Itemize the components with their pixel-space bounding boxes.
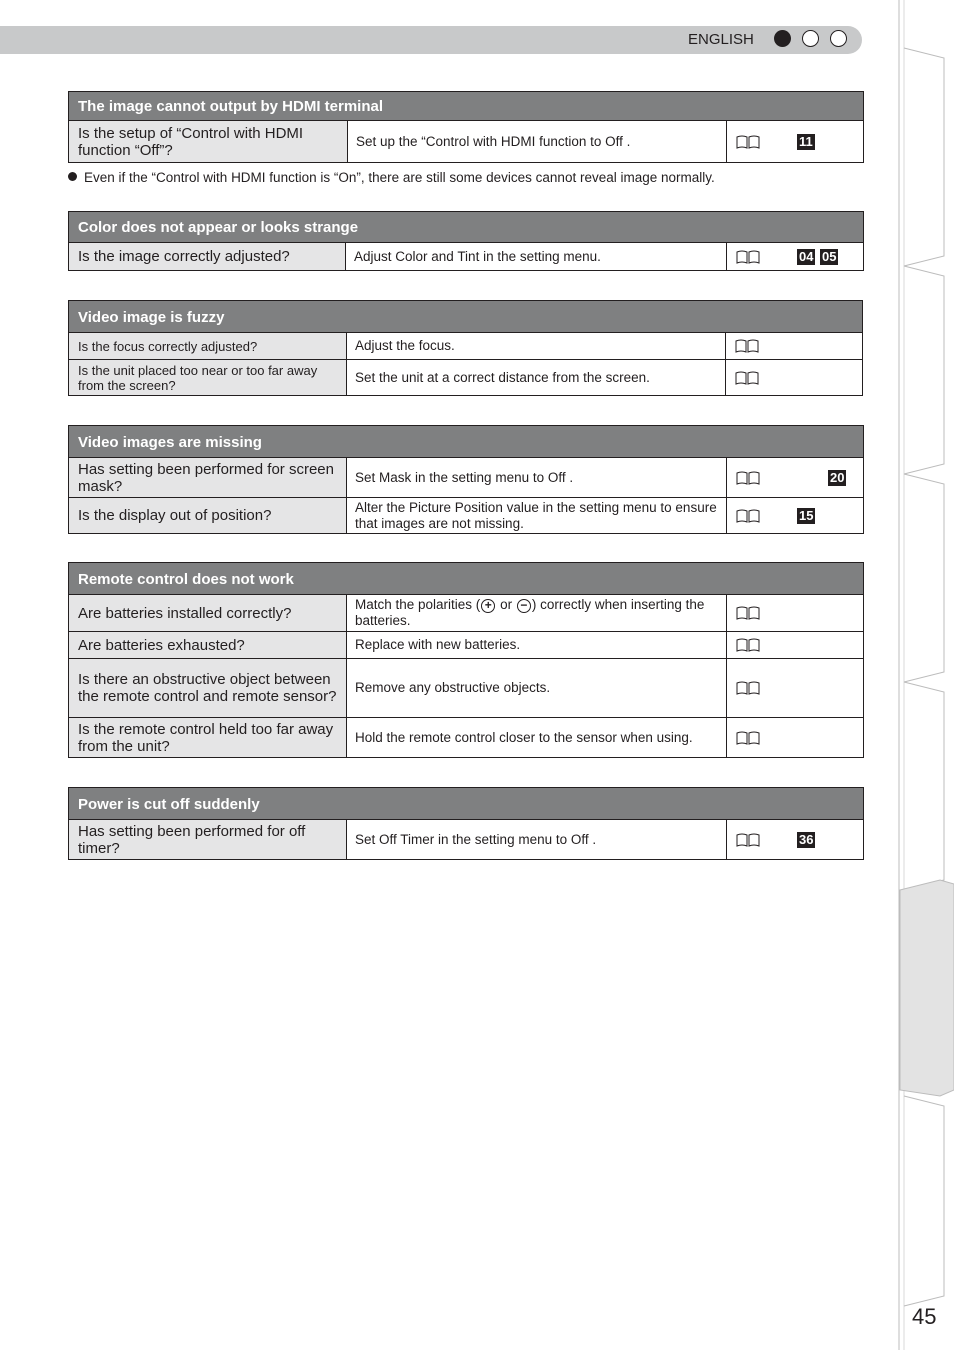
table-row xyxy=(68,498,864,534)
symptom-cell: Are batteries installed correctly? xyxy=(69,595,347,631)
remedy-cell: Set Off Timer in the setting menu to Off . xyxy=(347,820,727,859)
book-icon xyxy=(735,508,761,524)
page-ref-badge: 36 xyxy=(799,831,814,847)
reference-cell xyxy=(727,458,863,497)
symptom-cell: Is the focus correctly adjusted? xyxy=(69,333,347,359)
note-text: Even if the “Control with HDMI function is “On”, there are still some devices cannot reveal image normally. xyxy=(68,170,715,185)
book-icon xyxy=(735,249,761,265)
troubleshoot-section-remote xyxy=(68,562,864,758)
troubleshoot-section-missing xyxy=(68,425,864,534)
symptom-cell: Is the remote control held too far away from the unit? xyxy=(69,718,347,757)
section-title: Power is cut off suddenly xyxy=(68,787,864,820)
section-title: Color does not appear or looks strange xyxy=(68,211,864,243)
page-ref-badge: 04 xyxy=(799,248,814,264)
symptom-cell: Is the image correctly adjusted? xyxy=(69,243,346,270)
troubleshoot-section-power xyxy=(68,787,864,860)
table-row xyxy=(68,718,864,758)
troubleshoot-section-fuzzy xyxy=(68,300,863,396)
reference-cell xyxy=(727,243,863,270)
remedy-cell: Set Mask in the setting menu to Off . xyxy=(347,458,727,497)
remedy-cell: Replace with new batteries. xyxy=(347,632,727,658)
table-row xyxy=(68,243,864,271)
reference-cell xyxy=(727,498,863,533)
reference-cell xyxy=(727,718,863,757)
troubleshoot-section-color xyxy=(68,211,864,271)
plus-icon: + xyxy=(481,599,495,613)
remedy-cell: Adjust the focus. xyxy=(347,333,726,359)
book-icon xyxy=(734,338,760,354)
page-ref-badge: 11 xyxy=(799,133,813,149)
page-ref-badge: 05 xyxy=(822,248,837,264)
symptom-cell: Is the setup of “Control with HDMI function “Off”? xyxy=(69,121,348,162)
symptom-cell: Is the display out of position? xyxy=(69,498,347,533)
section-title: Remote control does not work xyxy=(68,562,864,595)
book-icon xyxy=(735,832,761,848)
remedy-cell: Alter the Picture Position value in the setting menu to ensure that images are not missing. xyxy=(347,498,727,533)
table-row xyxy=(68,632,864,659)
table-row xyxy=(68,595,864,632)
section-indicator-dot xyxy=(774,30,791,47)
symptom-cell: Are batteries exhausted? xyxy=(69,632,347,658)
book-icon xyxy=(735,470,761,486)
troubleshoot-section-hdmi xyxy=(68,91,864,163)
reference-cell xyxy=(727,121,863,162)
reference-cell xyxy=(727,659,863,717)
bullet-icon xyxy=(68,172,77,181)
reference-cell xyxy=(727,632,863,658)
reference-cell xyxy=(727,820,863,859)
book-icon xyxy=(735,637,761,653)
book-icon xyxy=(735,680,761,696)
language-label: ENGLISH xyxy=(688,31,754,48)
symptom-cell: Is there an obstructive object between the remote control and remote sensor? xyxy=(69,659,347,717)
book-icon xyxy=(735,134,761,150)
table-row xyxy=(68,360,863,396)
section-indicator-dot xyxy=(830,30,847,47)
table-row xyxy=(68,333,863,360)
section-indicator-dot xyxy=(802,30,819,47)
remedy-cell: Set up the “Control with HDMI function to Off . xyxy=(348,121,727,162)
table-row xyxy=(68,458,864,498)
book-icon xyxy=(735,730,761,746)
remedy-cell: Set the unit at a correct distance from the screen. xyxy=(347,360,726,395)
symptom-cell: Has setting been performed for off timer? xyxy=(69,820,347,859)
table-row xyxy=(68,121,864,163)
minus-icon: − xyxy=(517,599,531,613)
section-title: Video images are missing xyxy=(68,425,864,458)
remedy-cell: Match the polarities ( + or − ) correctly when inserting the batteries. xyxy=(347,595,727,631)
page-number: 45 xyxy=(912,1304,937,1329)
reference-cell xyxy=(726,360,862,395)
symptom-cell: Is the unit placed too near or too far away from the screen? xyxy=(69,360,347,395)
book-icon xyxy=(734,370,760,386)
table-row xyxy=(68,820,864,860)
chapter-tabs xyxy=(898,0,954,1350)
section-title: The image cannot output by HDMI terminal xyxy=(68,91,864,121)
remedy-cell: Adjust Color and Tint in the setting menu. xyxy=(346,243,727,270)
table-row xyxy=(68,659,864,718)
book-icon xyxy=(735,605,761,621)
remedy-cell: Hold the remote control closer to the sensor when using. xyxy=(347,718,727,757)
reference-cell xyxy=(727,595,863,631)
page-ref-badge: 20 xyxy=(830,469,845,485)
symptom-cell: Has setting been performed for screen mask? xyxy=(69,458,347,497)
section-title: Video image is fuzzy xyxy=(68,300,863,333)
reference-cell xyxy=(726,333,862,359)
page-ref-badge: 15 xyxy=(799,507,814,523)
remedy-cell: Remove any obstructive objects. xyxy=(347,659,727,717)
